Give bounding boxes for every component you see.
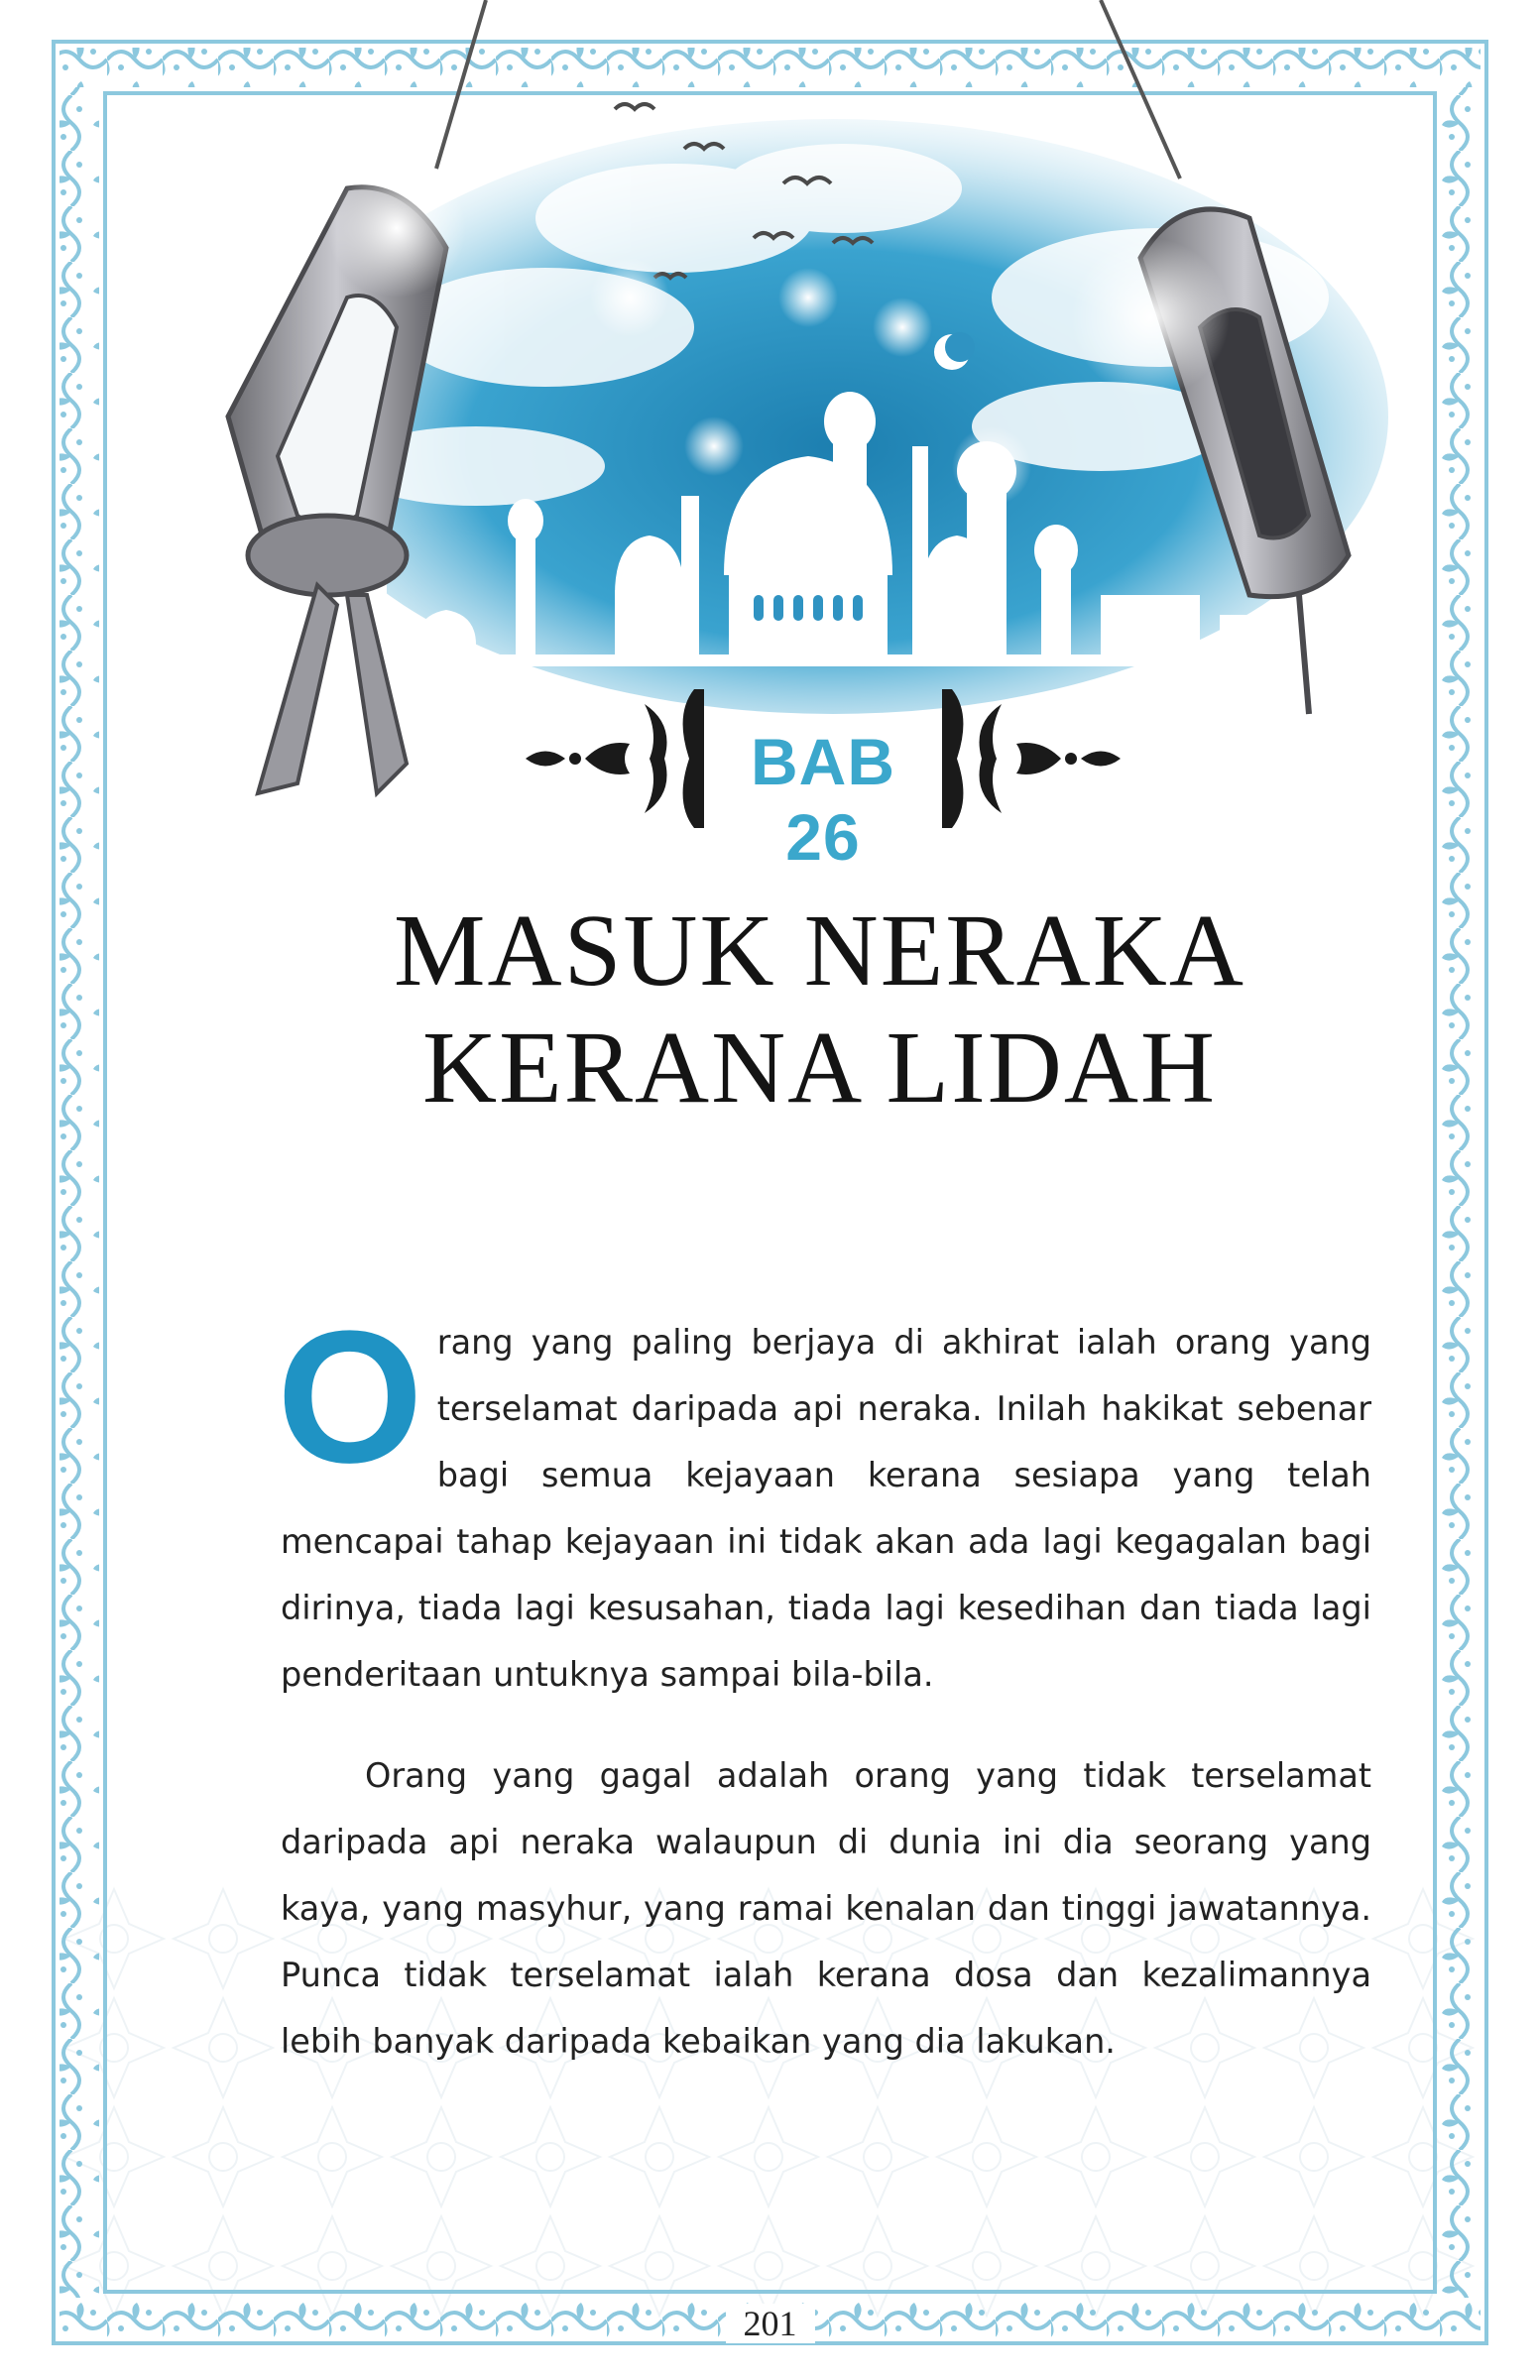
paragraph-1-text: rang yang paling berjaya di akhirat ialah orang yang terselamat daripada api neraka. Inilah hakikat sebenar bagi semua kejayaan kerana sesiapa yang telah mencapai tahap kejayaan ini tidak akan ada lagi kegagalan bagi dirinya, tiada lagi kesusahan, tiada lagi kesedihan dan tiada lagi penderitaan untuknya sampai bila-bila. [281, 1323, 1371, 1694]
page-number [0, 2303, 1540, 2344]
page-number-text: 201 [726, 2304, 815, 2343]
right-ornament-icon [942, 684, 1121, 833]
title-line-2: KERANA LIDAH [421, 1011, 1218, 1125]
body-text [277, 1292, 1371, 2075]
chapter-title [149, 892, 1490, 1127]
paragraph-1 [277, 1292, 1371, 1708]
chapter-label: BAB 26 [751, 725, 895, 874]
chapter-badge [526, 684, 1121, 874]
title-line-1: MASUK NERAKA [394, 893, 1245, 1008]
left-ornament-icon [526, 684, 704, 833]
drop-cap: O [277, 1292, 423, 1502]
paragraph-2: Orang yang gagal adalah orang yang tidak terselamat daripada api neraka walaupun di dunia ini dia seorang yang kaya, yang masyhur, yang ramai kenalan dan tinggi jawatannya. Punca tidak terselamat ialah kerana dosa dan kezalimannya lebih banyak daripada kebaikan yang dia lakukan. [281, 1756, 1371, 2061]
